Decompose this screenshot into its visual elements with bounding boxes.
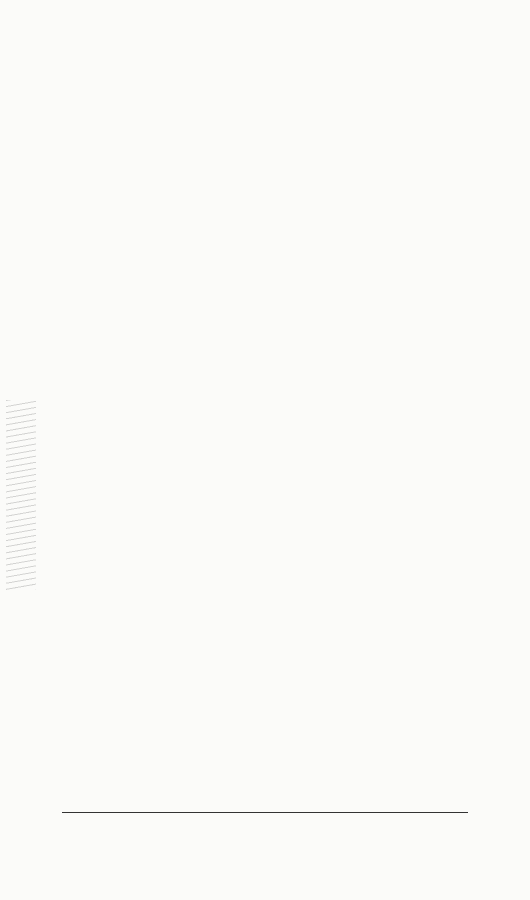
lithography-note xyxy=(106,742,436,746)
table-of-contents xyxy=(74,42,466,52)
margin-stamp-mark xyxy=(6,400,36,590)
colophon-divider xyxy=(62,812,468,813)
